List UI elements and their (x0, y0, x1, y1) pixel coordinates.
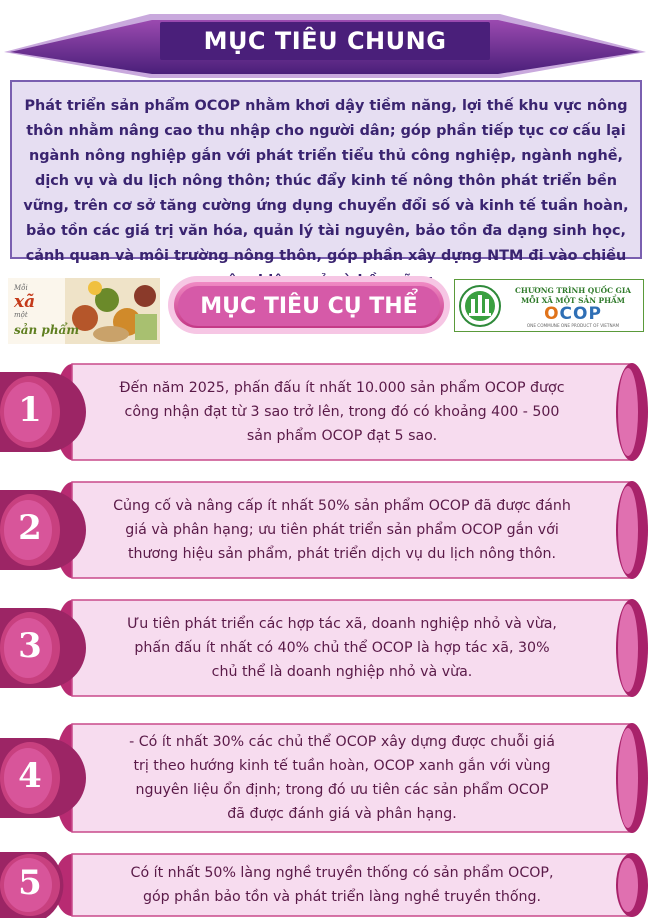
ocop-wordmark-rest: COP (559, 304, 602, 324)
objective-text-line: Ưu tiên phát triển các hợp tác xã, doanh nghiệp nhỏ và vừa, (127, 616, 557, 632)
objective-text-line: sản phẩm OCOP đạt 5 sao. (246, 428, 438, 444)
objective-text (72, 730, 612, 826)
ocop-tagline: ONE COMMUNE ONE PRODUCT OF VIETNAM (526, 323, 620, 328)
objective-text-line: - Có ít nhất 30% các chủ thể OCOP xây dựng được chuỗi giá (129, 734, 555, 750)
objective-text (72, 494, 612, 566)
objective-text-line: phấn đấu ít nhất có 40% chủ thể OCOP là hợp tác xã, 30% (134, 640, 550, 656)
ocop-logo (454, 279, 644, 332)
objective-number: 4 (18, 756, 42, 796)
objective-text (72, 612, 612, 684)
ocop-wordmark (505, 304, 641, 324)
general-title: MỤC TIÊU CHUNG (203, 27, 447, 55)
general-objective-box (10, 80, 642, 264)
logo-word-san-pham: sản phẩm (14, 323, 80, 337)
logo-word-moi: Mỗi (14, 284, 28, 292)
ocop-program-line1: CHƯƠNG TRÌNH QUỐC GIA (514, 286, 632, 295)
objective-text-line: chủ thể là doanh nghiệp nhỏ và vừa. (211, 664, 473, 680)
objective-item-5 (0, 852, 650, 918)
objective-text-line: Có ít nhất 50% làng nghề truyền thống có sản phẩm OCOP, (130, 865, 554, 881)
objective-text-line: góp phần bảo tồn và phát triển làng nghề truyền thống. (142, 889, 542, 905)
ocop-emblem-icon (459, 283, 501, 329)
objective-text (72, 376, 612, 448)
objective-number: 3 (18, 626, 42, 666)
mot-xa-mot-san-pham-image (8, 278, 160, 344)
objective-item-4 (0, 722, 650, 834)
objective-text-line: Củng cố và nâng cấp ít nhất 50% sản phẩm OCOP đã được đánh (113, 498, 571, 514)
general-objective-text: Phát triển sản phẩm OCOP nhằm khơi dậy tiềm năng, lợi thế khu vực nông thôn nhằm nâng cao thu nhập cho người dân; góp phần tiếp tục cơ cấu lại ngành nông nghiệp gắn với phát triển tiểu thủ công nghiệp, ngành nghề, dịch vụ và du lịch nông thôn; thúc đẩy kinh tế nông thôn phát triển bền vững, trên cơ sở tăng cường ứng dụng chuyển đổi số và kinh tế tuần hoàn, bảo tồn các giá trị văn hóa, quản lý tài nguyên, bảo tồn đa dạng sinh học, cảnh quan và môi trường nông thôn, góp phần xây dựng NTM đi vào chiều (23, 98, 629, 264)
objective-number: 1 (18, 390, 42, 430)
objective-text-line: giá và phân hạng; ưu tiên phát triển sản phẩm OCOP gắn với (125, 522, 559, 538)
logo-word-xa: xã (14, 292, 36, 312)
specific-title: MỤC TIÊU CỤ THỂ (200, 293, 418, 319)
objective-text-line: công nhận đạt từ 3 sao trở lên, trong đó có khoảng 400 - 500 (124, 404, 560, 420)
objective-item-2 (0, 480, 650, 580)
objective-text-line: thương hiệu sản phẩm, phát triển dịch vụ du lịch nông thôn. (127, 546, 557, 562)
objective-text-line: đã được đánh giá và phân hạng. (227, 806, 457, 822)
objective-text-line: trị theo hướng kinh tế tuần hoàn, OCOP xanh gắn với vùng (133, 758, 551, 774)
logo-word-mot: một (14, 311, 28, 319)
objective-text (72, 861, 612, 909)
ocop-wordmark-o: O (544, 304, 560, 324)
objective-number: 5 (18, 863, 42, 903)
objective-text-line: Đến năm 2025, phấn đấu ít nhất 10.000 sản phẩm OCOP được (119, 380, 565, 396)
objective-item-3 (0, 598, 650, 698)
produce-photo-icon (65, 278, 160, 344)
ocop-program-line2: MỖI XÃ MỘT SẢN PHẨM (521, 296, 625, 305)
objective-item-1 (0, 362, 650, 462)
objective-text-line: nguyên liệu ổn định; trong đó ưu tiên các sản phẩm OCOP (135, 782, 549, 798)
objective-number: 2 (18, 508, 42, 548)
